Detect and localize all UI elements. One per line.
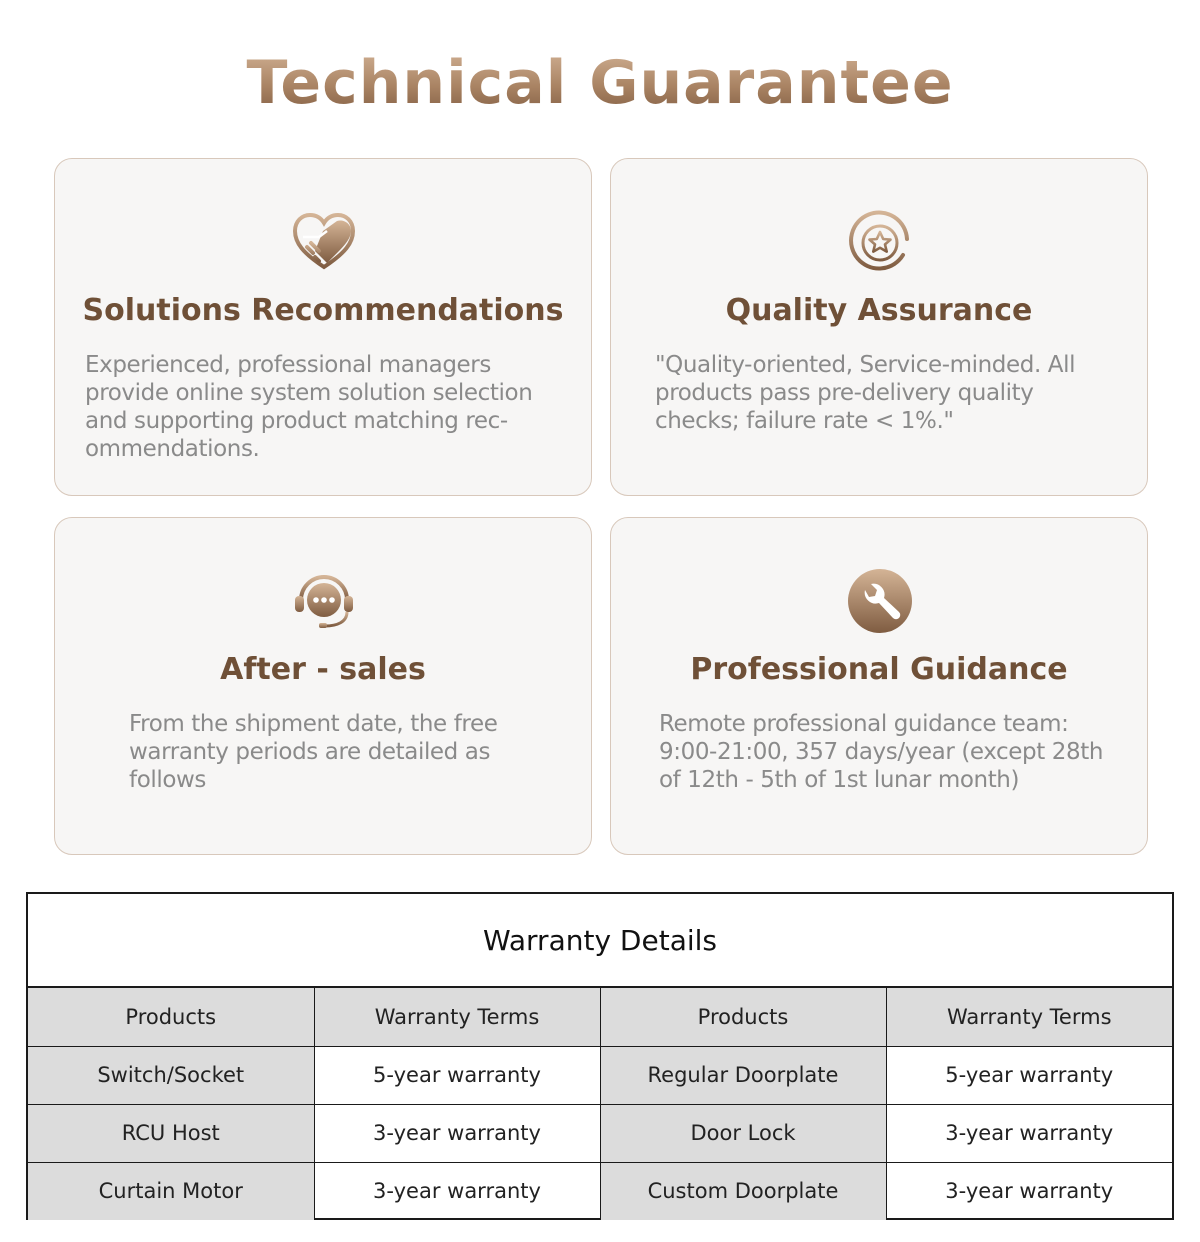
product-cell: Custom Doorplate xyxy=(600,1162,886,1220)
card-quality-assurance xyxy=(610,158,1148,496)
warranty-details-table xyxy=(26,892,1174,1220)
header-cell: Products xyxy=(600,988,886,1046)
headset-chat-icon xyxy=(289,566,359,636)
card-title: Solutions Recommendations xyxy=(82,293,564,328)
product-cell: Regular Doorplate xyxy=(600,1046,886,1104)
term-cell: 3-year warranty xyxy=(314,1104,600,1162)
card-text: From the shipment date, the free warranty periods are detailed as follows xyxy=(129,711,498,793)
product-cell: Curtain Motor xyxy=(28,1162,314,1220)
table-row xyxy=(28,1104,1172,1162)
warranty-title: Warranty Details xyxy=(28,894,1172,988)
page-title: Technical Guarantee xyxy=(0,48,1200,118)
card-title: Quality Assurance xyxy=(725,293,1033,328)
product-cell: Door Lock xyxy=(600,1104,886,1162)
header-cell: Products xyxy=(28,988,314,1046)
header-cell: Warranty Terms xyxy=(314,988,600,1046)
card-text: Remote professional guidance team: 9:00-21:00, 357 days/year (except 28th of 12th - 5th of 1st lunar month) xyxy=(659,711,1104,793)
term-cell: 3-year warranty xyxy=(314,1162,600,1220)
card-text: "Quality-oriented, Service-minded. All products pass pre-delivery quality checks; failure rate < 1%." xyxy=(655,352,1076,434)
table-row xyxy=(28,1162,1172,1220)
term-cell: 3-year warranty xyxy=(886,1162,1172,1220)
card-solutions-recommendations xyxy=(54,158,592,496)
table-row xyxy=(28,1046,1172,1104)
product-cell: RCU Host xyxy=(28,1104,314,1162)
card-after-sales xyxy=(54,517,592,855)
star-badge-icon xyxy=(845,207,915,277)
product-cell: Switch/Socket xyxy=(28,1046,314,1104)
table-header-row xyxy=(28,988,1172,1046)
handshake-heart-icon xyxy=(289,207,359,277)
term-cell: 3-year warranty xyxy=(886,1104,1172,1162)
card-title: Professional Guidance xyxy=(690,652,1068,687)
term-cell: 5-year warranty xyxy=(314,1046,600,1104)
card-text: Experienced, professional managers provide online system solution selection and supporting product matching rec-ommendations. xyxy=(85,352,533,462)
warranty-table xyxy=(28,988,1172,1220)
card-title: After - sales xyxy=(220,652,426,687)
term-cell: 5-year warranty xyxy=(886,1046,1172,1104)
header-cell: Warranty Terms xyxy=(886,988,1172,1046)
wrench-icon xyxy=(845,566,915,636)
card-professional-guidance xyxy=(610,517,1148,855)
